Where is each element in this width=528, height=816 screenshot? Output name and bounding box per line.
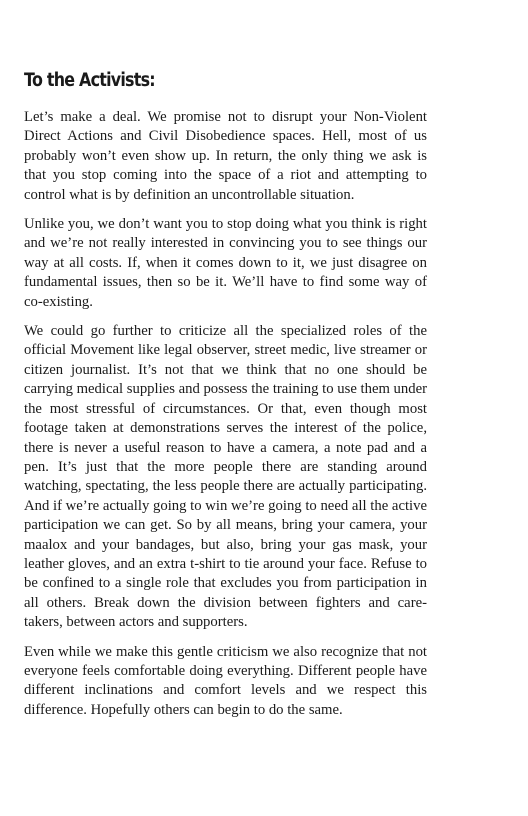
paragraph: Even while we make this gentle criticism we also recognize that not everyone feels comfortable doing everything. Different people have different inclinations and comfort levels and we respect this difference. Hopefully others can begin to do the same. xyxy=(24,643,427,718)
paragraph: Let’s make a deal. We promise not to disrupt your Non-Violent Direct Actions and Civil Disobedience spaces. Hell, most of us probably won’t even show up. In return, the only thing we ask is that you stop coming into the space of a riot and attempting to control what is by definition an uncontrollable situation. xyxy=(24,109,427,203)
document-page xyxy=(24,0,427,720)
paragraph: Unlike you, we don’t want you to stop doing what you think is right and we’re not really interested in convincing you to see things our way at all costs. If, when it comes down to it, we just disagree on fundamental issues, then so be it. We’ll have to find some way of co-existing. xyxy=(24,216,427,310)
paragraph: We could go further to criticize all the specialized roles of the official Movement like legal observer, street medic, live streamer or citizen journalist. It’s not that we think that no one should be carrying medical supplies and possess the training to use them under the most stressful of circumstances. Or that, even though most footage taken at demonstrations serves the interest of the police, there is never a useful reason to have a camera, a note pad and a pen. It’s just that the more people there are standing around watching, spectating, the less people there are actually participating. And if we’re actually going to win we’re going to need all the active participation we can get. So by all means, bring your camera, your maalox and your bandages, but also, bring your gas mask, your leather gloves, and an extra t-shirt to tie around your face. Refuse to be confined to a single role that excludes you from participation in all others. Break down the division between fighters and care-takers, between actors and supporters. xyxy=(24,323,427,631)
section-heading: To the Activists: xyxy=(24,70,155,91)
